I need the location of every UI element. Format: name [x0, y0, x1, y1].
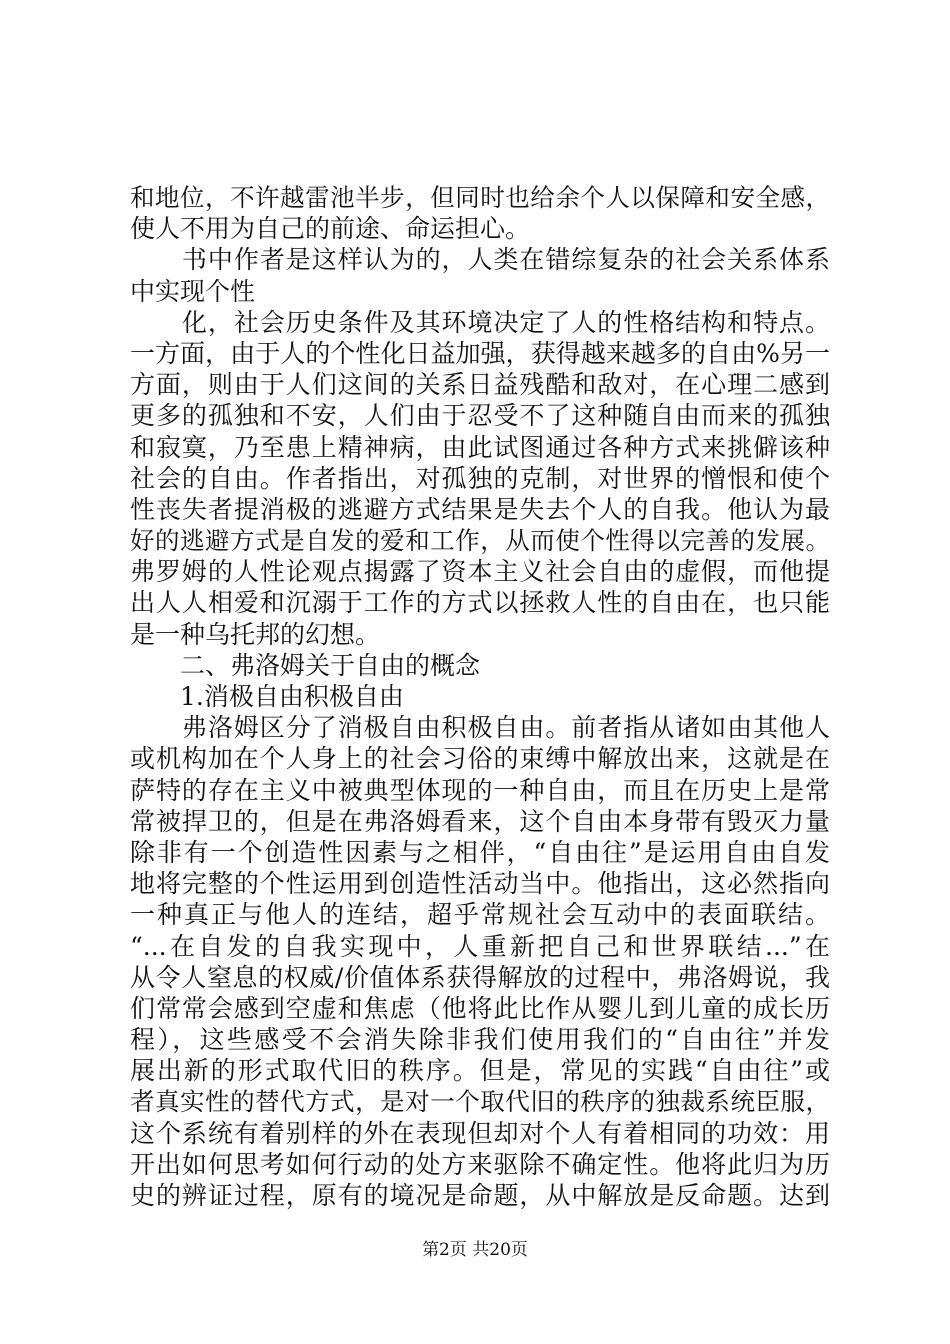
text-line: 一种真正与他人的连结，超乎常规社会互动中的表面联结。 [130, 900, 830, 930]
text-line: 程），这些感受不会消失除非我们使用我们的“自由往”并发 [130, 1025, 830, 1055]
text-line: 地将完整的个性运用到创造性活动当中。他指出，这必然指向 [130, 869, 830, 899]
text-line: 和地位，不许越雷池半步，但同时也给余个人以保障和安全感， [130, 183, 830, 212]
text-line: 弗罗姆的人性论观点揭露了资本主义社会自由的虚假，而他提 [130, 557, 830, 587]
text-line: 展出新的形式取代旧的秩序。但是，常见的实践“自由往”或 [130, 1056, 830, 1086]
text-line: 一方面，由于人的个性化日益加强，获得越来越多的自由%另一 [130, 338, 830, 368]
text-line: 方面，则由于人们这间的关系日益残酷和敌对，在心理二感到 [130, 370, 830, 400]
text-line: 者真实性的替代方式，是对一个取代旧的秩序的独裁系统臣服， [130, 1087, 830, 1117]
text-line: 弗洛姆区分了消极自由积极自由。前者指从诸如由其他人 [130, 713, 830, 743]
text-line: 是一种乌托邦的幻想。 [130, 619, 381, 649]
text-line: 性丧失者提消极的逃避方式结果是失去个人的自我。他认为最 [130, 494, 830, 524]
text-line: 中实现个性 [130, 276, 256, 306]
text-line: 化，社会历史条件及其环境决定了人的性格结构和特点。 [130, 307, 830, 337]
text-line: 从令人窒息的权威/价值体系获得解放的过程中，弗洛姆说，我 [130, 962, 830, 992]
text-line: 出人人相爱和沉溺于工作的方式以拯救人性的自由在，也只能 [130, 588, 830, 618]
text-line: “...在自发的自我实现中，人重新把自己和世界联结...”在 [130, 931, 830, 961]
text-line: 1.消极自由积极自由 [130, 682, 404, 711]
text-line: 或机构加在个人身上的社会习俗的束缚中解放出来，这就是在 [130, 744, 830, 774]
text-line: 社会的自由。作者指出，对孤独的克制，对世界的憎恨和使个 [130, 463, 830, 493]
text-line: 萨特的存在主义中被典型体现的一种自由，而且在历史上是常 [130, 775, 830, 805]
text-line: 除非有一个创造性因素与之相伴，“自由往”是运用自由自发 [130, 837, 830, 867]
text-line: 开出如何思考如何行动的处方来驱除不确定性。他将此归为历 [130, 1149, 830, 1179]
text-line: 这个系统有着别样的外在表现但却对个人有着相同的功效：用 [130, 1118, 830, 1148]
text-line: 和寂寞，乃至患上精神病，由此试图通过各种方式来挑僻该种 [130, 432, 830, 462]
text-line: 书中作者是这样认为的，人类在错综复杂的社会关系体系 [130, 245, 830, 275]
text-line: 们常常会感到空虚和焦虑（他将此比作从婴儿到儿童的成长历 [130, 993, 830, 1023]
text-line: 更多的孤独和不安，人们由于忍受不了这种随自由而来的孤独 [130, 401, 830, 431]
page-footer: 第2页 共20页 [422, 1240, 528, 1260]
text-line: 常被捍卫的，但是在弗洛姆看来，这个自由本身带有毁灭力量 [130, 806, 830, 836]
text-line: 史的辨证过程，原有的境况是命题，从中解放是反命题。达到 [130, 1181, 830, 1210]
body-text [130, 182, 830, 1211]
text-line: 二、弗洛姆关于自由的概念 [130, 650, 481, 680]
text-line: 使人不用为自己的前途、命运担心。 [130, 214, 531, 244]
text-line: 好的逃避方式是自发的爱和工作，从而使个性得以完善的发展。 [130, 526, 830, 556]
